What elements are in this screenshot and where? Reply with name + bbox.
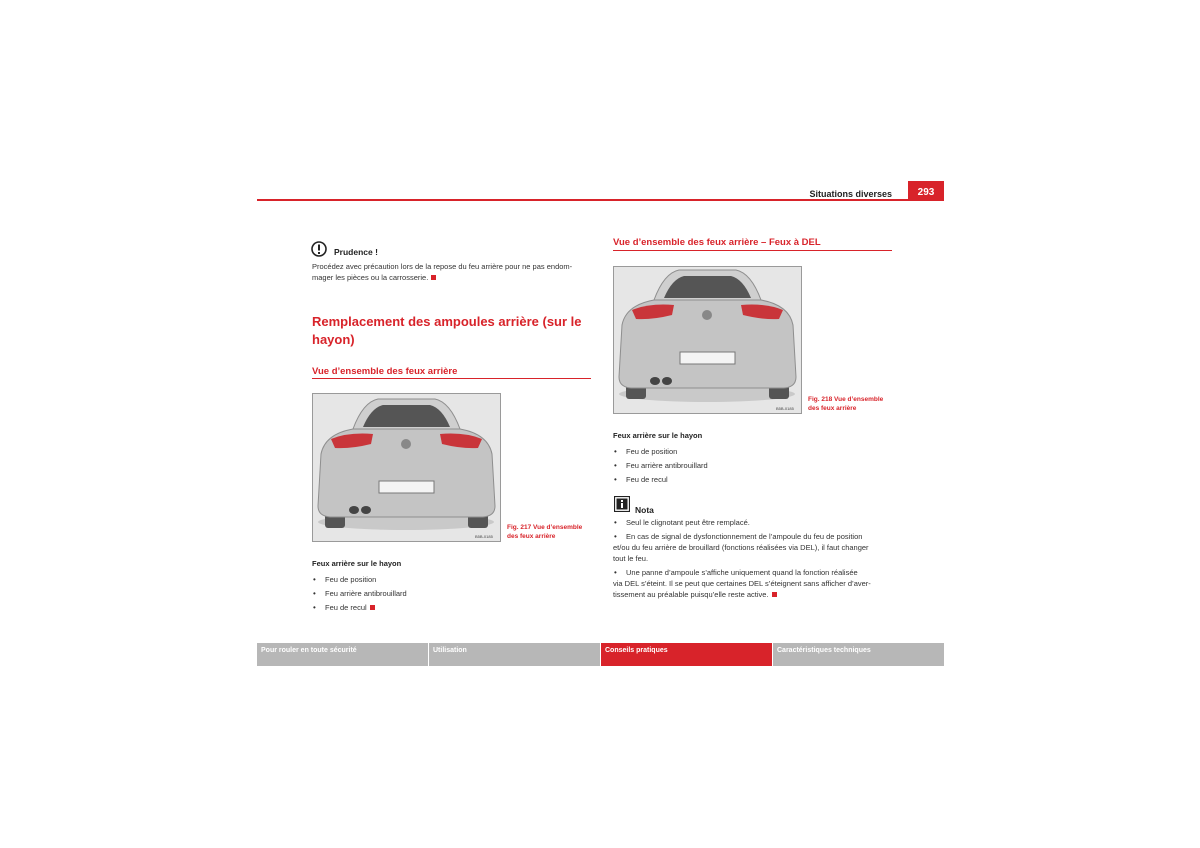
right-list-title: Feux arrière sur le hayon	[613, 431, 703, 440]
left-list-item: • Feu de position	[325, 574, 376, 585]
figure-218-code: B5B-0185	[776, 406, 794, 411]
header-rule	[257, 199, 944, 201]
section-title: Situations diverses	[809, 189, 892, 199]
figure-217-caption	[507, 523, 592, 541]
car-rear-led-illustration	[614, 267, 801, 413]
left-list-item-last	[325, 602, 375, 613]
prudence-line-1: Procédez avec précaution lors de la repose du feu arrière pour ne pas endom-	[312, 262, 573, 271]
prudence-text	[312, 261, 597, 283]
left-sub-rule	[312, 378, 591, 379]
figure-218-car-rear	[613, 266, 802, 414]
figure-218-caption	[808, 395, 898, 413]
page-number: 293	[908, 181, 944, 201]
nota-title: Nota	[635, 505, 654, 515]
right-sub-rule	[613, 250, 892, 251]
figure-217-code: B5B-0185	[475, 534, 493, 539]
nota-item-2-line-3: tout le feu.	[613, 554, 649, 563]
nota-item-3-continued	[613, 578, 898, 600]
right-list-item: • Feu arrière antibrouillard	[626, 460, 708, 471]
nota-item-2-line-1: En cas de signal de dysfonctionnement de l’ampoule du feu de position	[626, 532, 863, 541]
nota-item-3-line-1: Une panne d’ampoule s’affiche uniquement quand la fonction réalisée	[626, 568, 858, 577]
nota-item-1: • Seul le clignotant peut être remplacé.	[626, 517, 750, 528]
prudence-line-2-text: mager les pièces ou la carrosserie.	[312, 273, 429, 282]
info-icon	[614, 496, 630, 512]
car-rear-illustration	[313, 394, 500, 541]
nota-item-3	[626, 567, 898, 578]
main-heading: Remplacement des ampoules arrière (sur le hayon)	[312, 314, 582, 347]
footer-tab-safety[interactable]: Pour rouler en toute sécurité	[257, 643, 428, 666]
nota-item-3-line-3-text: tissement au préalable puisqu’elle reste active.	[613, 590, 769, 599]
nota-item-2	[626, 531, 898, 542]
figure-217-caption-line-2: des feux arrière	[507, 533, 556, 540]
figure-217-car-rear	[312, 393, 501, 542]
prudence-title: Prudence !	[334, 247, 378, 257]
left-list-item-text: Feu de recul	[325, 603, 367, 612]
nota-item-2-continued	[613, 542, 898, 564]
left-list-item: • Feu arrière antibrouillard	[325, 588, 407, 599]
end-mark-icon	[772, 592, 777, 597]
left-sub-heading: Vue d’ensemble des feux arrière	[312, 366, 458, 377]
right-sub-heading: Vue d’ensemble des feux arrière – Feux à DEL	[613, 237, 821, 248]
end-mark-icon	[370, 605, 375, 610]
footer-tab-usage[interactable]: Utilisation	[429, 643, 600, 666]
warning-icon	[311, 241, 327, 257]
right-list-item: • Feu de position	[626, 446, 677, 457]
figure-217-caption-line-1: Fig. 217 Vue d’ensemble	[507, 524, 583, 531]
right-list-item: • Feu de recul	[626, 474, 668, 485]
figure-218-caption-line-1: Fig. 218 Vue d’ensemble	[808, 396, 884, 403]
end-mark-icon	[431, 275, 436, 280]
prudence-line-2	[312, 272, 597, 283]
nota-item-3-line-3	[613, 589, 898, 600]
left-list-title: Feux arrière sur le hayon	[312, 559, 402, 568]
figure-218-caption-line-2: des feux arrière	[808, 405, 857, 412]
nota-item-2-line-2: et/ou du feu arrière de brouillard (fonctions réalisées via DEL), il faut changer	[613, 543, 869, 552]
footer-tab-technical-specs[interactable]: Caractéristiques techniques	[773, 643, 944, 666]
footer-tab-practical-tips[interactable]: Conseils pratiques	[601, 643, 772, 666]
nota-item-3-line-2: via DEL s’éteint. Il se peut que certaines DEL s’éteignent sans afficher d’aver-	[613, 579, 871, 588]
